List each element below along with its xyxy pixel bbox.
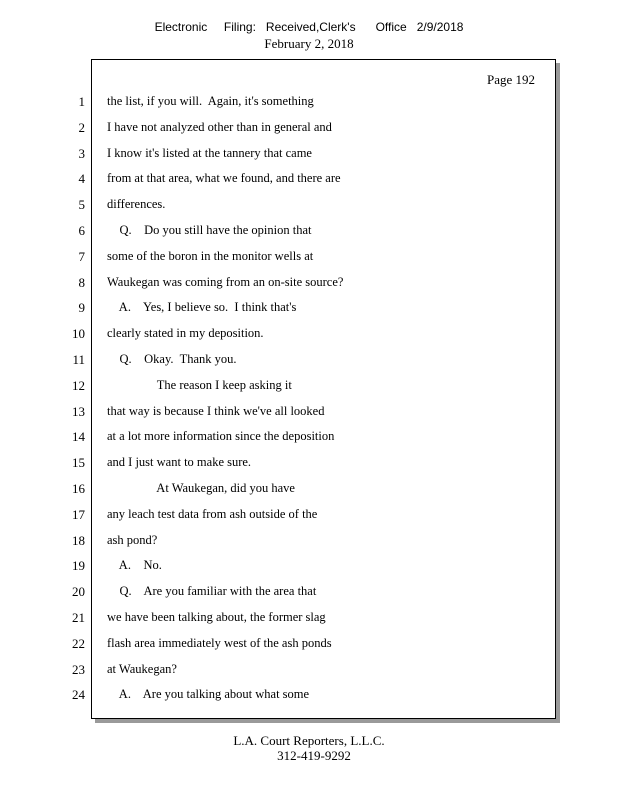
line-number: 5 (78, 197, 85, 213)
footer-phone: 312-419-9292 (277, 748, 351, 763)
transcript-line: differences. (107, 197, 166, 212)
line-number: 2 (78, 119, 85, 135)
filing-date: February 2, 2018 (264, 36, 354, 51)
line-number: 13 (72, 403, 85, 419)
transcript-line: flash area immediately west of the ash ponds (107, 635, 332, 650)
line-number: 8 (78, 274, 85, 290)
line-number: 22 (72, 635, 85, 651)
line-number: 16 (72, 481, 85, 496)
line-number: 23 (72, 661, 85, 677)
transcript-line: and I just want to make sure. (107, 455, 252, 470)
line-number: 18 (72, 532, 85, 548)
transcript-line: some of the boron in the monitor wells at (107, 248, 314, 263)
line-number: 6 (78, 223, 85, 238)
line-number: 4 (78, 171, 85, 187)
page-number: Page 192 (486, 72, 535, 87)
transcript-line: A. Yes, I believe so. I think that's (107, 300, 297, 315)
line-number: 14 (72, 429, 85, 445)
transcript-line: ash pond? (107, 532, 158, 547)
transcript-line: The reason I keep asking it (107, 377, 292, 392)
transcript-line: at a lot more information since the deposition (107, 429, 335, 444)
transcript-line: any leach test data from ash outside of the (107, 506, 318, 521)
transcript-line: A. Are you talking about what some (107, 687, 310, 702)
line-number: 3 (78, 145, 85, 161)
transcript-line: Q. Okay. Thank you. (107, 352, 237, 366)
transcript-line: I know it's listed at the tannery that came (107, 145, 312, 160)
transcript-line: Q. Do you still have the opinion that (107, 223, 312, 237)
line-number: 17 (72, 506, 85, 522)
footer-company: L.A. Court Reporters, L.L.C. (233, 733, 385, 748)
line-number: 10 (72, 326, 85, 342)
line-number: 7 (78, 248, 85, 264)
transcript-line: I have not analyzed other than in general and (107, 119, 332, 134)
line-number: 1 (78, 94, 85, 109)
transcript-line: from at that area, what we found, and there are (107, 171, 341, 186)
transcript-line: At Waukegan, did you have (107, 481, 295, 495)
transcript-line: clearly stated in my deposition. (107, 326, 264, 341)
line-number: 9 (78, 300, 85, 316)
transcript-line: the list, if you will. Again, it's something (107, 94, 314, 108)
filing-stamp: Electronic Filing: Received,Clerk's Office 2/9/2018 (154, 20, 464, 34)
transcript-line: Q. Are you familiar with the area that (107, 584, 317, 599)
line-number: 24 (72, 687, 85, 703)
transcript-line: A. No. (107, 558, 162, 573)
transcript-line: at Waukegan? (107, 661, 177, 676)
line-number: 15 (72, 455, 85, 471)
transcript-line: we have been talking about, the former slag (107, 610, 326, 624)
line-number: 19 (72, 558, 85, 574)
line-number: 12 (72, 377, 85, 393)
line-number: 21 (72, 610, 85, 625)
line-number: 20 (72, 584, 85, 600)
transcript-line: Waukegan was coming from an on-site source? (107, 274, 344, 289)
transcript-line: that way is because I think we've all looked (107, 403, 325, 418)
line-number: 11 (72, 352, 85, 367)
